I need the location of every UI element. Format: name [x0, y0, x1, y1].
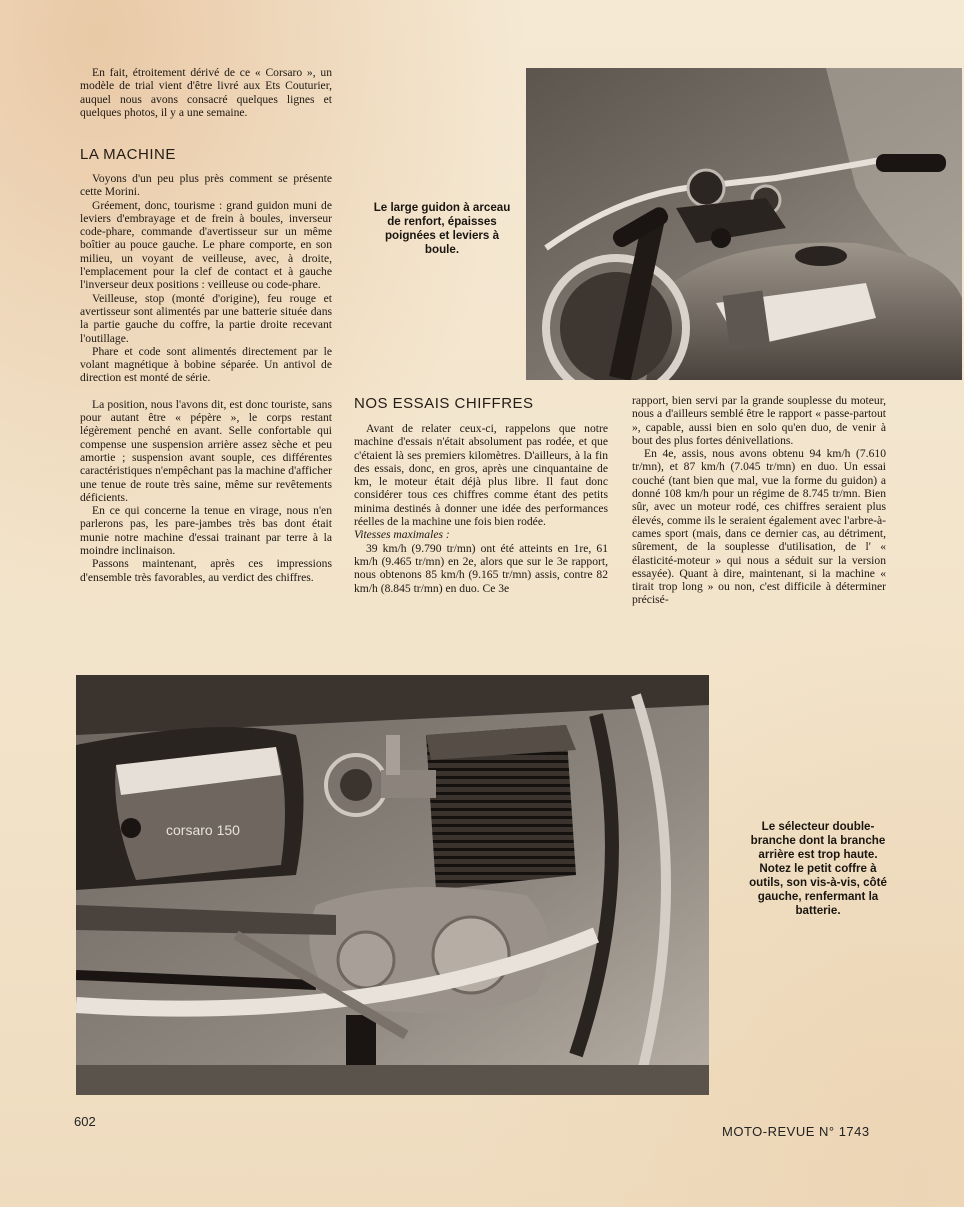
paragraph: Phare et code sont alimentés directement par le volant magnétique à bobine séparée. Un antivol de direction est monté de série.: [80, 344, 332, 385]
paragraph: En ce qui concerne la tenue en virage, nous n'en parlerons pas, les pare-jambes très bas dont était munie notre machine d'essai trainant par terre à la moindre inclinaison.: [80, 504, 332, 558]
handlebar-photo: [526, 68, 962, 380]
caption-selector: Le sélecteur double-branche dont la branche arrière est trop haute. Notez le petit coffre à outils, son vis-à-vis, côté gauche, renfermant la batterie.: [749, 820, 887, 917]
paragraph: 39 km/h (9.790 tr/mn) ont été atteints en 1re, 61 km/h (9.465 tr/mn) en 2e, alors que sur le 3e rapport, nous obtenons 85 km/h (9.165 tr/mn) assis, contre 82 km/h (8.845 tr/mn) en duo. Ce 3e: [354, 541, 608, 595]
paragraph: rapport, bien servi par la grande souplesse du moteur, nous a d'ailleurs semblé être le rapport « passe-partout », capable, aussi bien en solo qu'en duo, de venir à bout des plus fortes dénivellations.: [632, 394, 886, 447]
column-left: [80, 66, 332, 119]
section-heading-machine: LA MACHINE: [80, 146, 176, 163]
paragraph: La position, nous l'avons dit, est donc touriste, sans pour autant être « pépère », le corps restant légèrement penché en avant. Selle confortable qui compense une suspension arrière assez sèche et peu amortie ; suspension avant souple, ces différentes caractéristiques n'empêchant pas la machine d'afficher une tenue de route très saine, même sur revêtements déficients.: [80, 397, 332, 504]
engine-photo: [76, 675, 709, 1095]
paragraph: Voyons d'un peu plus près comment se présente cette Morini.: [80, 172, 332, 199]
paragraph: Avant de relater ceux-ci, rappelons que notre machine d'essais n'était absolument pas rodée, et que c'étaient là ses premiers kilomètres. D'ailleurs, à la fin des essais, donc, en gros, après une cinquantaine de km, le moteur était déjà plus libre. Il faut donc considérer tous ces chiffres comme étant des petits minima destinés à donner une idée des performances réelles de la machine une fois bien rodée.: [354, 422, 608, 529]
caption-handlebar: Le large guidon à arceau de renfort, épaisses poignées et leviers à boule.: [373, 201, 511, 256]
column-left-body: [80, 172, 332, 584]
column-middle: [354, 422, 608, 595]
column-right: [632, 394, 886, 607]
paragraph: Passons maintenant, après ces impressions d'ensemble très favorables, au verdict des chiffres.: [80, 557, 332, 584]
paragraph: Gréement, donc, tourisme : grand guidon muni de leviers d'embrayage et de frein à boules, inverseur code-phare, commande d'avertisseur sur un même boîtier au pouce gauche. Le phare comporte, en son milieu, un voyant de veilleuse, avec, à droite, l'emplacement pour la clef de contact et à gauche l'inverseur deux positions : veilleuse ou code-phare.: [80, 198, 332, 292]
tank-badge-text: corsaro 150: [166, 822, 240, 838]
magazine-footer: MOTO-REVUE N° 1743: [722, 1124, 870, 1139]
page-number: 602: [74, 1114, 96, 1129]
paragraph: Veilleuse, stop (monté d'origine), feu rouge et avertisseur sont alimentés par une batterie située dans la partie gauche du coffre, la partie droite recevant l'outillage.: [80, 291, 332, 345]
intro-paragraph: En fait, étroitement dérivé de ce « Corsaro », un modèle de trial vient d'être livré aux Ets Couturier, auquel nous avons consacré quelques lignes et quelques photos, il y a une semaine.: [80, 66, 332, 119]
subheading-vitesses: Vitesses maximales :: [354, 528, 450, 542]
section-heading-tests: NOS ESSAIS CHIFFRES: [354, 395, 534, 412]
paragraph: En 4e, assis, nous avons obtenu 94 km/h (7.610 tr/mn), et 87 km/h (7.045 tr/mn) en duo. Un essai couché (tant bien que mal, vue la forme du guidon) a donné 108 km/h pour un régime de 8.745 tr/mn. Bien sûr, avec un moteur rodé, ces chiffres seraient plus élevés, comme ils le seraient également avec l'arbre-à-cames sport (mais, dans ce dernier cas, au détriment, sûrement, de la souplesse d'utilisation, de l' « élasticité-moteur » qui nous a séduit sur la version essayée). Quant à dire, maintenant, si la machine « tirait trop long » ou non, c'est difficile à déterminer précisé-: [632, 447, 886, 607]
